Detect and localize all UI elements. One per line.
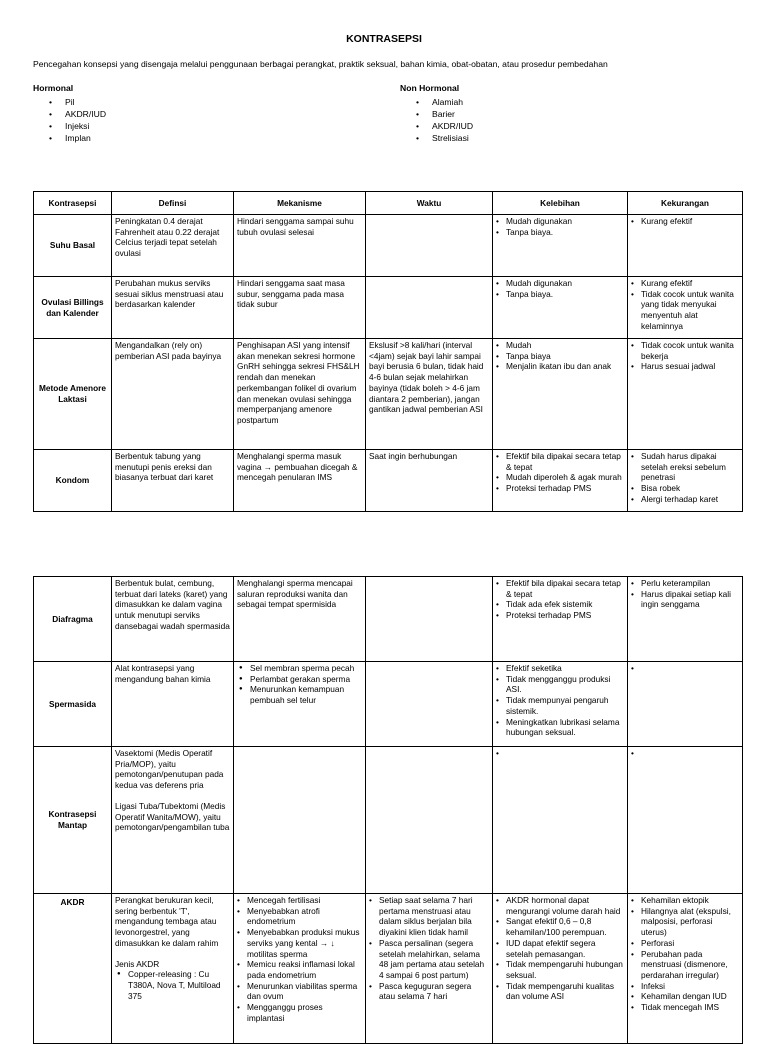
list-item: • Mudah digunakan: [496, 278, 624, 289]
mekanisme-cell: Menghalangi sperma masuk vagina → pembuahan dicegah & mencegah penularan IMS: [234, 450, 366, 512]
kelebihan-cell: [493, 577, 628, 662]
list-item: • Meningkatkan lubrikasi selama hubungan seksual.: [496, 717, 624, 738]
hormonal-group: [33, 83, 106, 145]
kelebihan-cell: [493, 339, 628, 450]
list-item: • Sudah harus dipakai setelah ereksi sebelum penetrasi: [631, 451, 739, 483]
list-item: • Mudah diperoleh & agak murah: [496, 472, 624, 483]
non-hormonal-list: [400, 96, 473, 145]
kekurangan-cell: [628, 215, 743, 277]
row-name: Spermasida: [34, 662, 112, 747]
list-item: • Tanpa biaya.: [496, 227, 624, 238]
kekurangan-cell: [628, 339, 743, 450]
list-item: • Perlu keterampilan: [631, 578, 739, 589]
definisi-cell: [112, 747, 234, 894]
table-row: [34, 577, 743, 662]
table-row: [34, 894, 743, 1044]
list-item: • Tidak mencegah IMS: [631, 1002, 739, 1013]
kekurangan-cell: [628, 894, 743, 1044]
definisi-tubektomi: Ligasi Tuba/Tubektomi (Medis Operatif Wanita/MOW), yaitu pemotongan/pengambilan tuba: [115, 800, 230, 833]
document-title: KONTRASEPSI: [346, 33, 422, 45]
list-item: • Strelisiasi: [432, 132, 473, 144]
contraception-table-part2: [33, 576, 743, 1044]
mekanisme-cell: [234, 747, 366, 894]
list-item: • Proteksi terhadap PMS: [496, 483, 624, 494]
list-item: • Tidak cocok untuk wanita bekerja: [631, 340, 739, 361]
row-name: AKDR: [34, 894, 112, 1044]
definisi-vasektomi: Vasektomi (Medis Operatif Pria/MOP), yaitu pemotongan/penutupan pada kedua vas deferens pria: [115, 748, 224, 791]
list-item: • Injeksi: [65, 120, 106, 132]
mekanisme-cell: [234, 894, 366, 1044]
list-item: • Menurunkan viabilitas sperma dan ovum: [237, 981, 362, 1002]
list-item: • Efektif seketika: [496, 663, 624, 674]
kekurangan-cell: [628, 747, 743, 894]
list-item: • Pasca persalinan (segera setelah melahirkan, selama 48 jam pertama atau setelah 4 sampai 6 post partum): [369, 938, 489, 981]
hormonal-list: [33, 96, 106, 145]
row-name: Diafragma: [34, 577, 112, 662]
list-item: • Proteksi terhadap PMS: [496, 610, 624, 621]
list-item: • Infeksi: [631, 981, 739, 992]
definisi-cell: Mengandalkan (rely on) pemberian ASI pada bayinya: [112, 339, 234, 450]
row-name: Ovulasi Billings dan Kalender: [34, 277, 112, 339]
list-item: • Tidak mempunyai pengaruh sistemik.: [496, 695, 624, 716]
list-item: • Harus dipakai setiap kali ingin senggama: [631, 589, 739, 610]
kelebihan-cell: [493, 277, 628, 339]
list-item: • Mudah digunakan: [496, 216, 624, 227]
non-hormonal-group: [400, 83, 473, 145]
list-item: • Barier: [432, 108, 473, 120]
kekurangan-cell: [628, 277, 743, 339]
list-item: • Tidak cocok untuk wanita yang tidak menyukai menyentuh alat kelaminnya: [631, 289, 739, 332]
mekanisme-cell: Hindari senggama saat masa subur, senggama pada masa tidak subur: [234, 277, 366, 339]
table-row: [34, 450, 743, 512]
list-item: • Mudah: [496, 340, 624, 351]
list-item: • Mencegah fertilisasi: [237, 895, 362, 906]
contraception-table-part1: [33, 191, 743, 512]
list-item: • AKDR/IUD: [65, 108, 106, 120]
hormonal-heading: Hormonal: [33, 83, 74, 93]
list-item: • Sangat efektif 0,6 – 0,8 kehamilan/100 perempuan.: [496, 916, 624, 937]
list-item: • Alamiah: [432, 96, 473, 108]
mekanisme-cell: Penghisapan ASI yang intensif akan menekan sekresi hormone GnRH sehingga sekresi FHS&LH rendah dan menekan perkembangan folikel di ovarium dan menekan ovulasi sehingga memperpanjang amenore postpartum: [234, 339, 366, 450]
list-item: • Tidak mempengaruhi kualitas dan volume ASI: [496, 981, 624, 1002]
mekanisme-cell: Menghalangi sperma mencapai saluran reproduksi wanita dan sebagai tempat spermisida: [234, 577, 366, 662]
waktu-cell: Saat ingin berhubungan: [366, 450, 493, 512]
col-header-kekurangan: Kekurangan: [628, 192, 743, 215]
definisi-cell: Berbentuk bulat, cembung, terbuat dari lateks (karet) yang dimasukkan ke dalam vagina untuk menutupi serviks dansebagai wadah spermasida: [112, 577, 234, 662]
definisi-cell: Alat kontrasepsi yang mengandung bahan kimia: [112, 662, 234, 747]
list-item: • Mengganggu proses implantasi: [237, 1002, 362, 1023]
list-item: • Alergi terhadap karet: [631, 494, 739, 505]
non-hormonal-heading: Non Hormonal: [400, 83, 460, 93]
list-item: • Harus sesuai jadwal: [631, 361, 739, 372]
list-item: • Perubahan pada menstruasi (dismenore, perdarahan irregular): [631, 949, 739, 981]
mekanisme-cell: Hindari senggama sampai suhu tubuh ovulasi selesai: [234, 215, 366, 277]
list-item: • Perforasi: [631, 938, 739, 949]
list-item: • Menyebabkan produksi mukus serviks yang kental → ↓ motilitas sperma: [237, 927, 362, 959]
kelebihan-cell: [493, 894, 628, 1044]
waktu-cell: Ekslusif >8 kali/hari (interval <4jam) sejak bayi lahir sampai bayi berusia 6 bulan, tidak haid 4-6 bulan sejak melahirkan bayinya (tidak boleh > 4-6 jam diantara 2 pemberian), jangan gantikan jadwal pemberian ASI: [366, 339, 493, 450]
table-row: [34, 662, 743, 747]
col-header-mekanisme: Mekanisme: [234, 192, 366, 215]
list-item: • Menjalin ikatan ibu dan anak: [496, 361, 624, 372]
intro-definition: Pencegahan konsepsi yang disengaja melalui penggunaan berbagai perangkat, praktik seksual, bahan kimia, obat-obatan, atau prosedur pembedahan: [33, 59, 608, 69]
list-item: • Tanpa biaya.: [496, 289, 624, 300]
jenis-akdr-heading: Jenis AKDR: [115, 958, 160, 969]
list-item: • Menyebabkan atrofi endometrium: [237, 906, 362, 927]
list-item: • AKDR/IUD: [432, 120, 473, 132]
list-item: • Tidak mempengaruhi hubungan seksual.: [496, 959, 624, 980]
table-row: [34, 747, 743, 894]
definisi-cell: Berbentuk tabung yang menutupi penis ereksi dan biasanya terbuat dari karet: [112, 450, 234, 512]
list-item: ● Perlambat gerakan sperma: [237, 674, 362, 685]
list-item: • Hilangnya alat (ekspulsi, malposisi, perforasi uterus): [631, 906, 739, 938]
kelebihan-cell: [493, 662, 628, 747]
list-item: • Pil: [65, 96, 106, 108]
list-item: ● Sel membran sperma pecah: [237, 663, 362, 674]
table-header-row: [34, 192, 743, 215]
list-item: • Tidak ada efek sistemik: [496, 599, 624, 610]
list-item: • Pasca keguguran segera atau selama 7 hari: [369, 981, 489, 1002]
row-name: Kontrasepsi Mantap: [34, 747, 112, 894]
list-item: • Tanpa biaya: [496, 351, 624, 362]
waktu-cell: [366, 277, 493, 339]
list-item: • Bisa robek: [631, 483, 739, 494]
definisi-cell: Peningkatan 0.4 derajat Fahrenheit atau 0.22 derajat Celcius terjadi tepat setelah ovulasi: [112, 215, 234, 277]
list-item: • Kehamilan ektopik: [631, 895, 739, 906]
list-item: • Implan: [65, 132, 106, 144]
col-header-waktu: Waktu: [366, 192, 493, 215]
kelebihan-cell: [493, 215, 628, 277]
kekurangan-cell: [628, 450, 743, 512]
waktu-cell: [366, 894, 493, 1044]
col-header-kelebihan: Kelebihan: [493, 192, 628, 215]
list-item: • Kurang efektif: [631, 216, 739, 227]
kekurangan-cell: [628, 662, 743, 747]
col-header-definisi: Definsi: [112, 192, 234, 215]
list-item: • Efektif bila dipakai secara tetap & tepat: [496, 451, 624, 472]
table-row: [34, 215, 743, 277]
definisi-cell: Perubahan mukus serviks sesuai siklus menstruasi atau berdasarkan kalender: [112, 277, 234, 339]
list-item: ● Menurunkan kemampuan pembuah sel telur: [237, 684, 362, 705]
list-item: • Memicu reaksi inflamasi lokal pada endometrium: [237, 959, 362, 980]
kelebihan-cell: [493, 450, 628, 512]
waktu-cell: [366, 747, 493, 894]
row-name: Kondom: [34, 450, 112, 512]
definisi-cell: [112, 894, 234, 1044]
list-item: • IUD dapat efektif segera setelah pemasangan.: [496, 938, 624, 959]
list-item: • Efektif bila dipakai secara tetap & tepat: [496, 578, 624, 599]
mekanisme-cell: [234, 662, 366, 747]
kekurangan-cell: [628, 577, 743, 662]
definisi-akdr: Perangkat berukuran kecil, sering berbentuk 'T', mengandung tembaga atau levonorgestrel, yang dimasukkan ke dalam rahim: [115, 895, 219, 948]
row-name: Suhu Basal: [34, 215, 112, 277]
col-header-kontrasepsi: Kontrasepsi: [34, 192, 112, 215]
table-row: [34, 277, 743, 339]
list-item: ● Copper-releasing : Cu T380A, Nova T, Multiload 375: [115, 969, 230, 1001]
kelebihan-cell: [493, 747, 628, 894]
table-row: [34, 339, 743, 450]
waktu-cell: [366, 215, 493, 277]
list-item: • Kehamilan dengan IUD: [631, 991, 739, 1002]
waktu-cell: [366, 577, 493, 662]
jenis-akdr-list: [115, 969, 230, 1001]
list-item: • AKDR hormonal dapat mengurangi volume darah haid: [496, 895, 624, 916]
row-name: Metode Amenore Laktasi: [34, 339, 112, 450]
list-item: • Kurang efektif: [631, 278, 739, 289]
waktu-cell: [366, 662, 493, 747]
list-item: • Setiap saat selama 7 hari pertama menstruasi atau dalam siklus berjalan bila diyakini klien tidak hamil: [369, 895, 489, 938]
list-item: • Tidak mengganggu produksi ASI.: [496, 674, 624, 695]
